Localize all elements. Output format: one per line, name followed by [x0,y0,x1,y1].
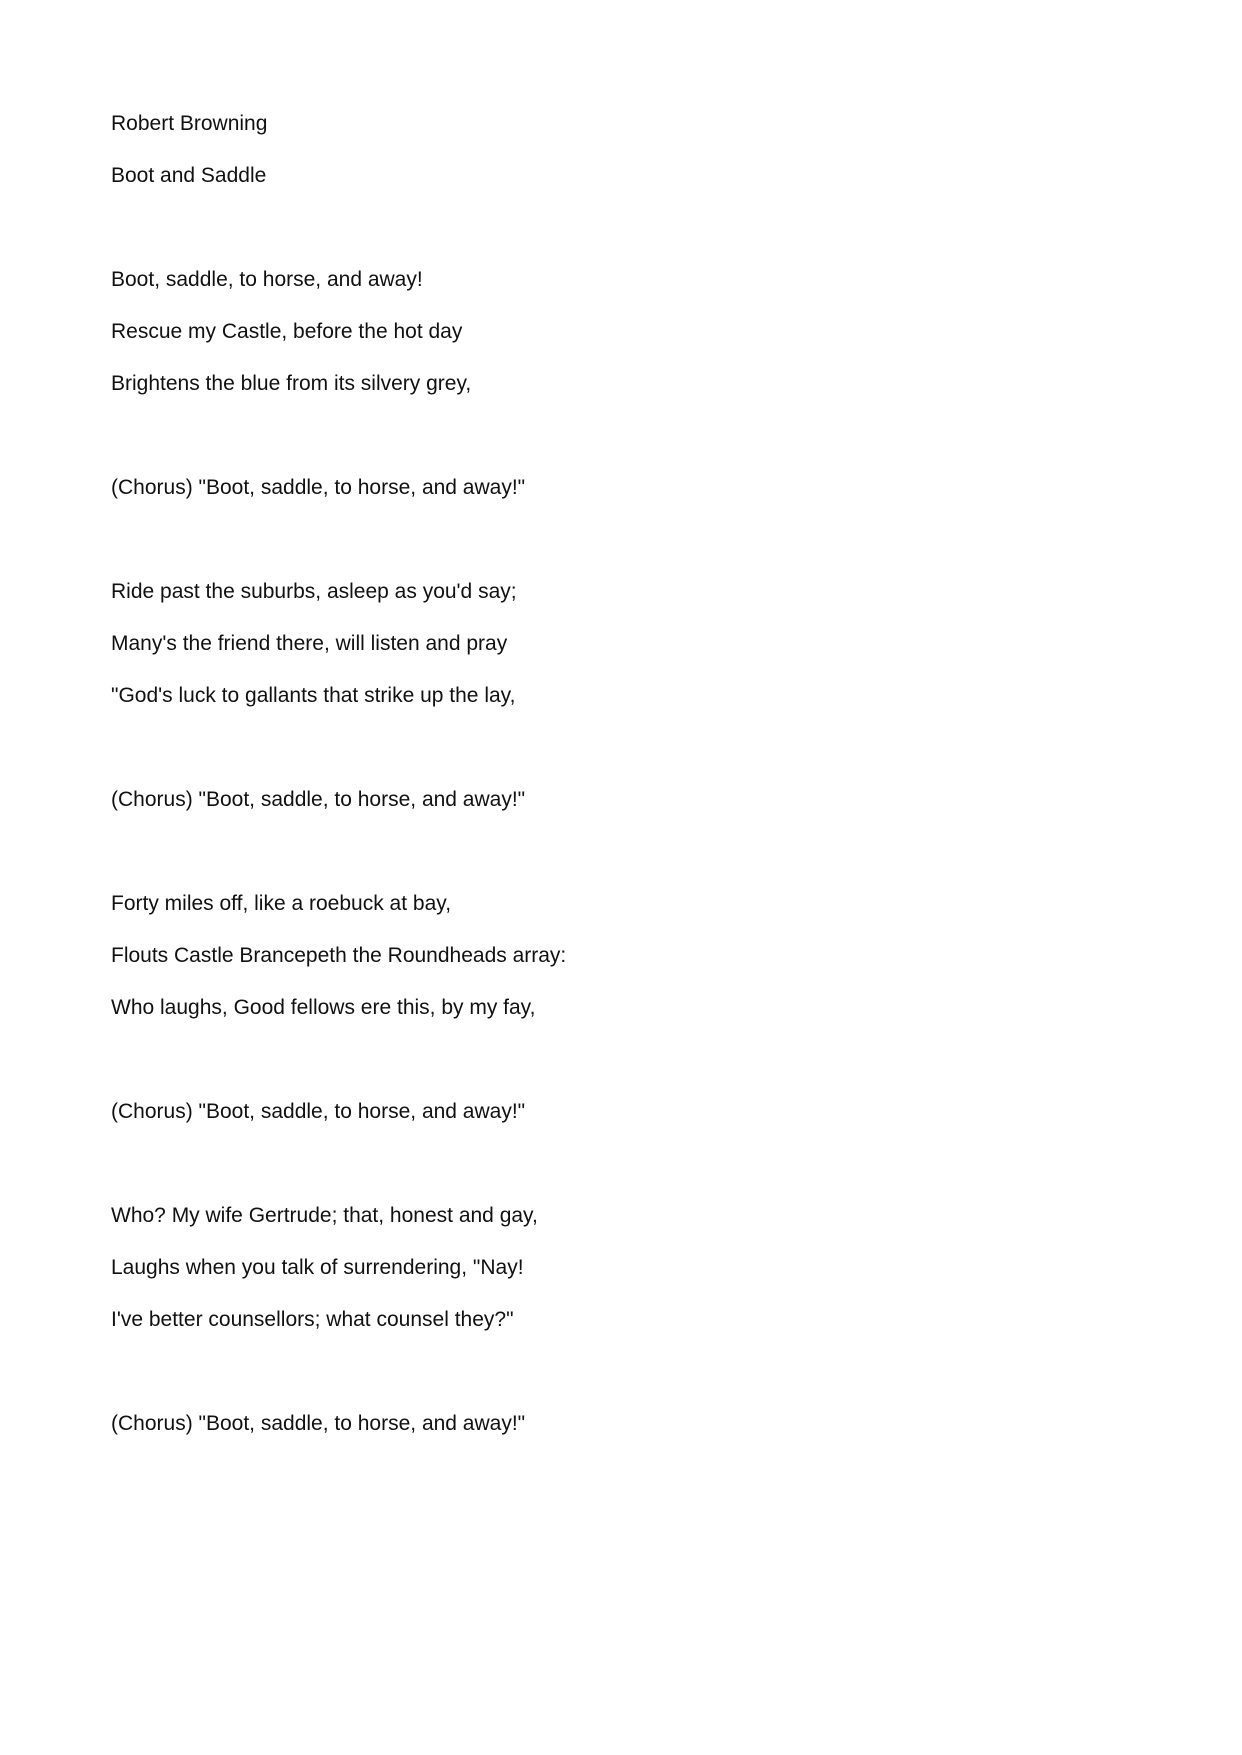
blank-line [111,1048,1111,1100]
blank-line [111,1152,1111,1204]
verse-line: Brightens the blue from its silvery grey, [111,372,472,395]
verse-line: Forty miles off, like a roebuck at bay, [111,892,452,915]
verse-line: Many's the friend there, will listen and pray [111,632,508,655]
blank-line [111,216,1111,268]
blank-line [111,736,1111,788]
poem-text [111,112,1111,1464]
verse-line: Boot, saddle, to horse, and away! [111,268,423,291]
blank-line [111,424,1111,476]
stanza-1 [111,268,1111,580]
verse-line: Who? My wife Gertrude; that, honest and gay, [111,1204,538,1227]
blank-line [111,840,1111,892]
stanza-3 [111,892,1111,1204]
verse-line: Laughs when you talk of surrendering, "Nay! [111,1256,524,1279]
stanza-2 [111,580,1111,892]
author-name: Robert Browning [111,112,268,135]
chorus-line: (Chorus) "Boot, saddle, to horse, and away!" [111,788,526,811]
verse-line: Rescue my Castle, before the hot day [111,320,463,343]
blank-line [111,1360,1111,1412]
blank-line [111,528,1111,580]
verse-line: Flouts Castle Brancepeth the Roundheads array: [111,944,567,967]
poem-title: Boot and Saddle [111,164,267,187]
verse-line: Who laughs, Good fellows ere this, by my fay, [111,996,536,1019]
verse-line: I've better counsellors; what counsel they?" [111,1308,514,1331]
chorus-line: (Chorus) "Boot, saddle, to horse, and away!" [111,1100,526,1123]
chorus-line: (Chorus) "Boot, saddle, to horse, and away!" [111,1412,526,1435]
verse-line: Ride past the suburbs, asleep as you'd say; [111,580,517,603]
chorus-line: (Chorus) "Boot, saddle, to horse, and away!" [111,476,526,499]
stanza-4 [111,1204,1111,1436]
verse-line: "God's luck to gallants that strike up the lay, [111,684,516,707]
